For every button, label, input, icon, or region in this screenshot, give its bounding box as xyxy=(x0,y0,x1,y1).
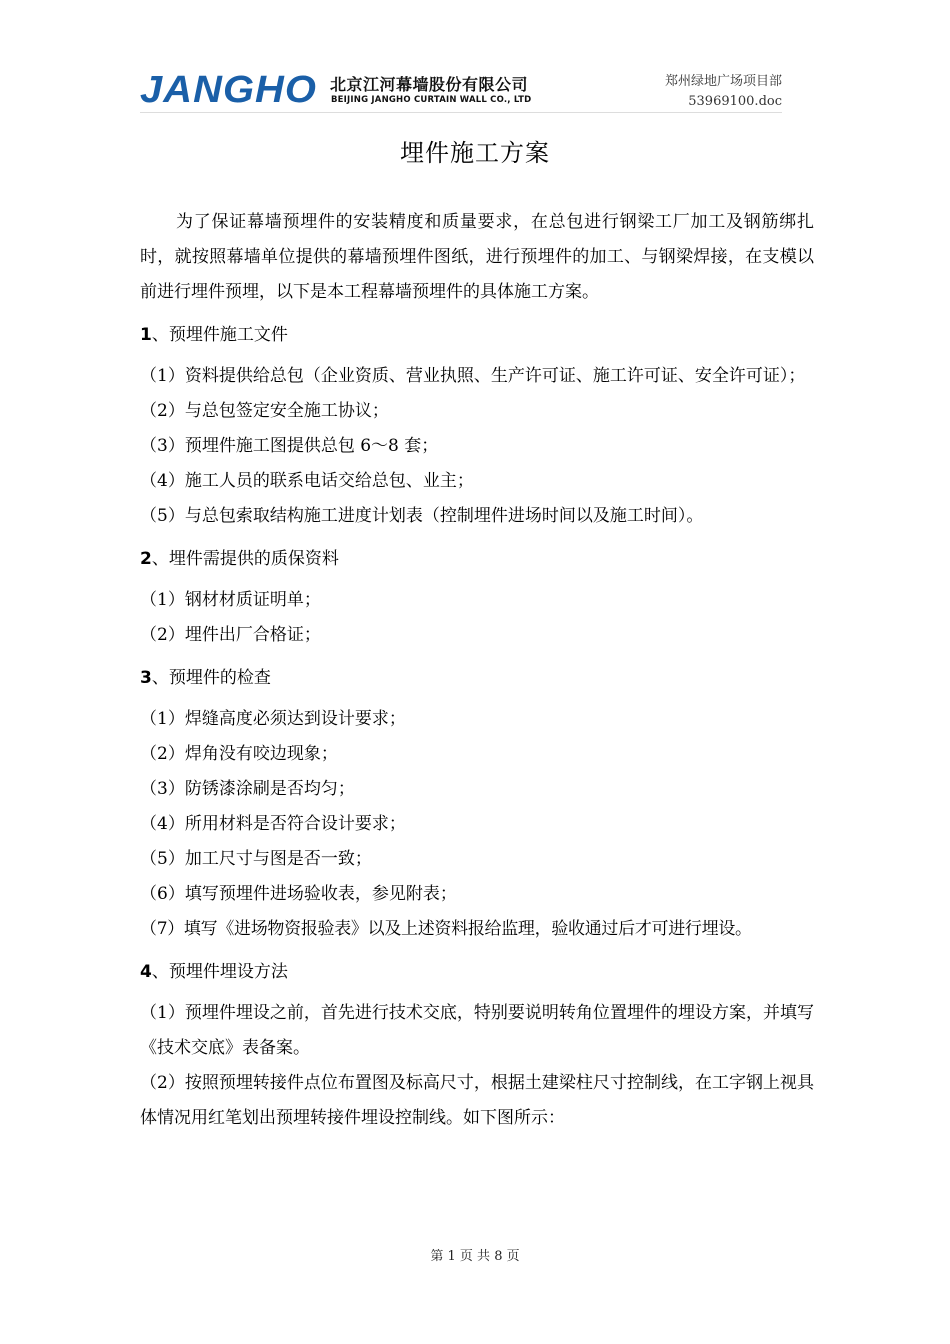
document-title: 埋件施工方案 xyxy=(400,139,550,167)
document-body xyxy=(140,205,814,1136)
section-title: 、预埋件的检查 xyxy=(151,668,271,688)
section-title: 、埋件需提供的质保资料 xyxy=(151,549,339,569)
project-name: 郑州绿地广场项目部 xyxy=(664,74,782,89)
list-item: （4）所用材料是否符合设计要求； xyxy=(140,814,406,834)
intro-paragraph: 为了保证幕墙预埋件的安装精度和质量要求，在总包进行钢梁工厂加工及钢筋绑扎时，就按照幕墙单位提供的幕墙预埋件图纸，进行预埋件的加工、与钢梁焊接，在支模以前进行埋件预埋，以下是本工程幕墙预埋件的具体施工方案。 xyxy=(140,212,814,302)
list-item: （3）预埋件施工图提供总包 6～8 套； xyxy=(140,436,439,456)
section-heading-1 xyxy=(140,318,814,353)
document-filename: 53969100.doc xyxy=(688,94,782,109)
list-item: （2）与总包签定安全施工协议； xyxy=(140,401,389,421)
list-item: （1）钢材材质证明单； xyxy=(140,590,321,610)
section-number: 3 xyxy=(140,668,152,688)
company-logo-wordmark: JANGHO xyxy=(140,69,318,111)
page-number-footer: 第 1 页 共 8 页 xyxy=(430,1249,520,1264)
list-item: （4）施工人员的联系电话交给总包、业主； xyxy=(140,471,474,491)
section-title: 、预埋件埋设方法 xyxy=(151,962,288,982)
section-heading-4 xyxy=(140,955,814,990)
list-item: （1）预埋件埋设之前，首先进行技术交底，特别要说明转角位置埋件的埋设方案，并填写《技术交底》表备案。 xyxy=(140,1003,814,1058)
section-number: 1 xyxy=(140,325,152,345)
section-heading-3 xyxy=(140,661,814,696)
list-item: （1）焊缝高度必须达到设计要求； xyxy=(140,709,406,729)
section-heading-2 xyxy=(140,542,814,577)
list-item: （2）按照预埋转接件点位布置图及标高尺寸，根据土建梁柱尺寸控制线，在工字钢上视具体情况用红笔划出预埋转接件埋设控制线。如下图所示： xyxy=(140,1073,814,1128)
company-name-en: BEIJING JANGHO CURTAIN WALL CO., LTD xyxy=(331,95,532,105)
list-item: （5）加工尺寸与图是否一致； xyxy=(140,849,372,869)
section-number: 4 xyxy=(140,962,152,982)
list-item: （2）焊角没有咬边现象； xyxy=(140,744,338,764)
list-item: （5）与总包索取结构施工进度计划表（控制埋件进场时间以及施工时间）。 xyxy=(140,506,704,526)
list-item: （1）资料提供给总包（企业资质、营业执照、生产许可证、施工许可证、安全许可证）； xyxy=(140,366,806,386)
company-name-cn: 北京江河幕墙股份有限公司 xyxy=(330,75,529,94)
section-number: 2 xyxy=(140,549,152,569)
section-title: 、预埋件施工文件 xyxy=(151,325,288,345)
header-right xyxy=(665,72,782,112)
list-item: （6）填写预埋件进场验收表，参见附表； xyxy=(140,884,457,904)
header-divider xyxy=(140,112,782,113)
list-item: （7）填写《进场物资报验表》以及上述资料报给监理，验收通过后才可进行埋设。 xyxy=(140,919,752,939)
list-item: （2）埋件出厂合格证； xyxy=(140,625,321,645)
list-item: （3）防锈漆涂刷是否均匀； xyxy=(140,779,355,799)
